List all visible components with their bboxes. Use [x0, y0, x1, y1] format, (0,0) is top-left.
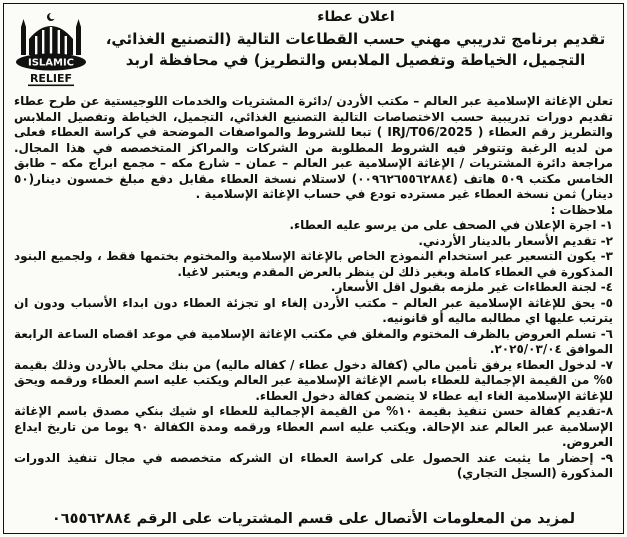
note-item: ١- اجرة الإعلان في الصحف على من يرسو عليه العطاء. — [289, 218, 613, 232]
note-item: ٩- إحضار ما يثبت عند الحصول على كراسة العطاء ان الشركه متخصصه في مجال تنفيذ الدورات المذكورة (السجل التجاري) — [14, 450, 613, 480]
notes-label: ملاحظات : — [550, 202, 613, 217]
dome-column — [65, 36, 67, 55]
dome-column — [35, 36, 37, 55]
ad-title: اعلان عطاء — [317, 9, 395, 25]
ad-subtitle-line: التجميل، الخياطة وتفصيل الملابس والتطريز) في محافظة اربد — [125, 51, 586, 69]
advertisement-frame — [3, 3, 624, 534]
note-item: ٢- تقديم الأسعار بالدينار الأردني. — [418, 233, 613, 248]
note-item: ٥- يحق للإغاثة الإسلامية عبر العالم – مكتب الأردن إلغاء او تجزئة العطاء دون ابداء الأسباب ودون ان يترتب عليها اي مطالبه ماليه أو قانونيه. — [14, 295, 613, 325]
note-item: ٨-تقديم كفالة حسن تنفيذ بقيمة ١٠% من القيمة الإجمالية للعطاء او شيك بنكي مصدق باسم الإغاثة الإسلامية عبر العالم عند الإحالة. ويكتب عليه اسم العطاء ورقمه ومدة الكفالة ٩٠ يوما من تاريخ ايداع العروض. — [14, 404, 614, 449]
ad-subtitle-line: تقديم برنامج تدريبي مهني حسب القطاعات التالية (التصنيع الغذائي، — [105, 30, 606, 48]
contact-footer: لمزيد من المعلومات الأتصال على قسم المشتريات على الرقم ٠٦٥٥٦٢٨٨٤ — [51, 511, 576, 527]
note-item: ٤- لجنة العطاءات غير ملزمه بقبول اقل الأسعار. — [330, 280, 613, 294]
dome-column — [42, 30, 44, 55]
logo-underline — [28, 85, 74, 87]
note-item: ٦- تسلم العروض بالظرف المختوم والمغلق في مكتب الإغاثة الإسلامية في موعد اقصاه الساعة الرابعة الموافق ٢٠٢٥/٠٣/٠٤. — [14, 326, 613, 356]
note-item: ٧- لدخول العطاء يرفق تأمين مالي (كفالة دخول عطاء / كفاله ماليه) من بنك محلي بالأردن وذلك بقيمة ٥% من القيمة الإجمالية للعطاء باسم الإغاثة الإسلامية عبر العالم ويكتب عليه اسم العطاء ورقمه ويحق للإغاثة الإسلامية الغاء ايه عطاء لا يتضمن كفالة دخول العطاء. — [14, 357, 613, 403]
ad-subtitle — [96, 29, 615, 71]
note-item: ٣- يكون التسعير عبر استخدام النموذج الخاص بالإغاثة الإسلامية والمختوم بختمها فقط ، ولجميع البنود المذكورة في العطاء كاملة وبغير ذلك لن ينظر بالعرض المقدم ويعتبر لاغيا. — [14, 249, 613, 279]
right-minaret-icon — [76, 19, 81, 55]
logo-text-relief: RELIEF — [29, 72, 73, 85]
ad-body — [14, 94, 613, 482]
islamic-relief-logo — [14, 9, 88, 89]
dome-column — [58, 30, 60, 55]
logo-text-islamic: ISLAMIC — [27, 57, 75, 69]
dome-column — [50, 27, 52, 55]
intro-paragraph: تعلن الإغاثة الإسلامية عبر العالم – مكتب الأردن /دائرة المشتريات والخدمات اللوجيستية عن طرح عطاء تقديم دورات تدريبية حسب الاختصاصات التالية التصنيع الغذائي، التجميل، الخياطة وتفصيل الملابس والتطريز رقم العطاء ( IRJ/T06/2025 ) تبعا للشروط والمواصفات الموضحة في كراسة العطاء فعلى من لديه الرغبة وتتوفر فيه الشروط المطلوبة من الشركات والمراكز المتخصصه في هذا المجال. مراجعة دائرة المشتريات / الإغاثة الإسلامية عبر العالم – عمان – شارع مكه – مجمع ابراج مكه – طابق الخامس مكتب ٥٠٩ هاتف (٠٠٩٦٢٦٥٥٦٢٨٨٤) لاستلام نسخة العطاء مقابل دفع مبلغ خمسون دينار(٥٠ دينار) ثمن نسخة العطاء غير مسترده تودع في حساب الإغاثة الإسلامية . — [14, 94, 613, 201]
left-minaret-icon — [21, 19, 26, 55]
